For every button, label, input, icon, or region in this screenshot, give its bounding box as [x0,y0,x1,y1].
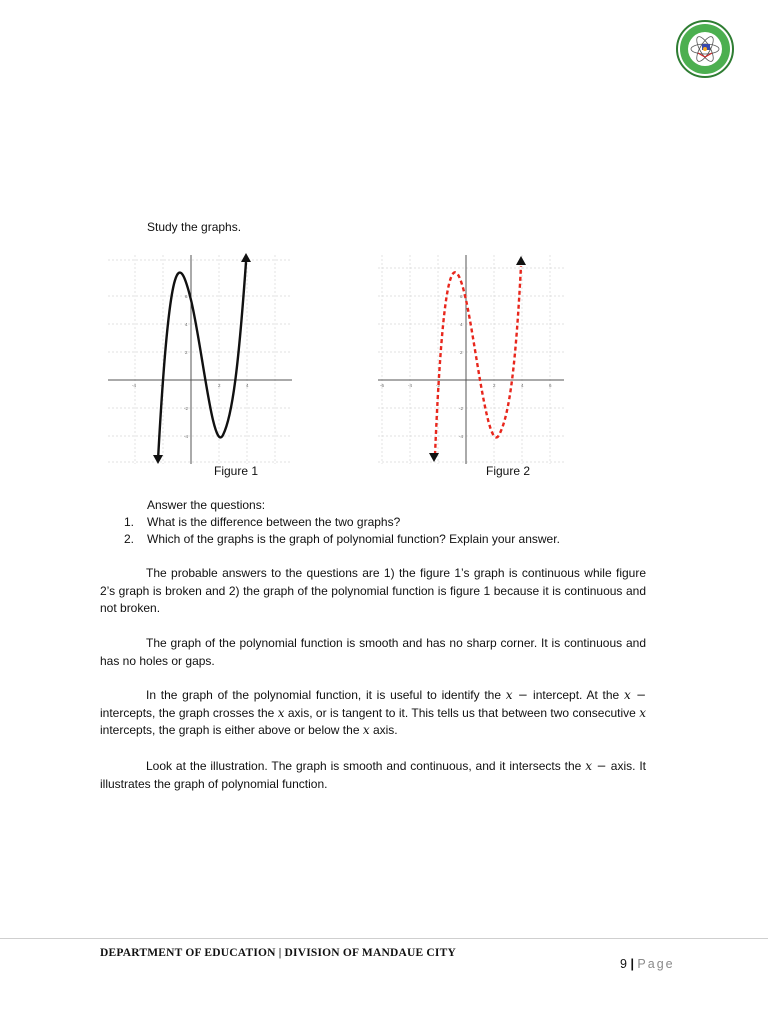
figure-2-caption: Figure 2 [486,464,531,478]
question-2-number: 2. [124,532,135,546]
svg-text:-2: -2 [459,406,464,411]
svg-text:-2: -2 [184,406,189,411]
svg-text:2: 2 [460,350,463,355]
intro-text: Study the graphs. [147,220,242,234]
paragraph-illustration: Look at the illustration. The graph is smooth and continuous, and it intersects the x − axis. It illustrates the graph of polynomial function. [100,759,646,791]
question-1-number: 1. [124,515,135,529]
svg-text:-2: -2 [160,383,165,388]
school-seal-logo [676,20,734,78]
question-1-text: What is the difference between the two graphs? [147,515,401,529]
question-2-text: Which of the graphs is the graph of polynomial function? Explain your answer. [147,532,560,546]
svg-text:4: 4 [185,322,188,327]
footer-divider [0,938,768,939]
page-number: 9 | Page [620,957,675,971]
svg-text:-6: -6 [380,383,385,388]
svg-text:6: 6 [185,294,188,299]
figure-2-graph [378,250,564,468]
footer-department: DEPARTMENT OF EDUCATION | DIVISION OF MANDAUE CITY [100,947,456,959]
svg-text:-4: -4 [459,434,464,439]
svg-text:2: 2 [493,383,496,388]
paragraph-smooth-graph: The graph of the polynomial function is smooth and has no sharp corner. It is continuous and has no holes or gaps. [100,636,646,668]
svg-text:-2: -2 [436,383,441,388]
svg-text:-4: -4 [408,383,413,388]
svg-text:2: 2 [218,383,221,388]
paragraph-x-intercepts: In the graph of the polynomial function, it is useful to identify the x − intercept. At the x − intercepts, the graph crosses the x axis, or is tangent to it. This tells us that between two consecutive x intercepts, the graph is either above or below the x axis. [100,688,647,737]
svg-text:6: 6 [460,294,463,299]
svg-text:4: 4 [521,383,524,388]
svg-text:-4: -4 [132,383,137,388]
svg-text:4: 4 [246,383,249,388]
paragraph-probable-answers: The probable answers to the questions are 1) the figure 1’s graph is continuous while figure 2’s graph is broken and 2) the graph of the polynomial function is figure 1 because it is continuous and not broken. [100,566,646,615]
svg-text:6: 6 [549,383,552,388]
questions-heading: Answer the questions: [147,498,266,512]
svg-text:2: 2 [185,350,188,355]
svg-text:-4: -4 [184,434,189,439]
svg-text:4: 4 [460,322,463,327]
figure-1-graph [108,250,292,468]
figure-1-caption: Figure 1 [214,464,259,478]
